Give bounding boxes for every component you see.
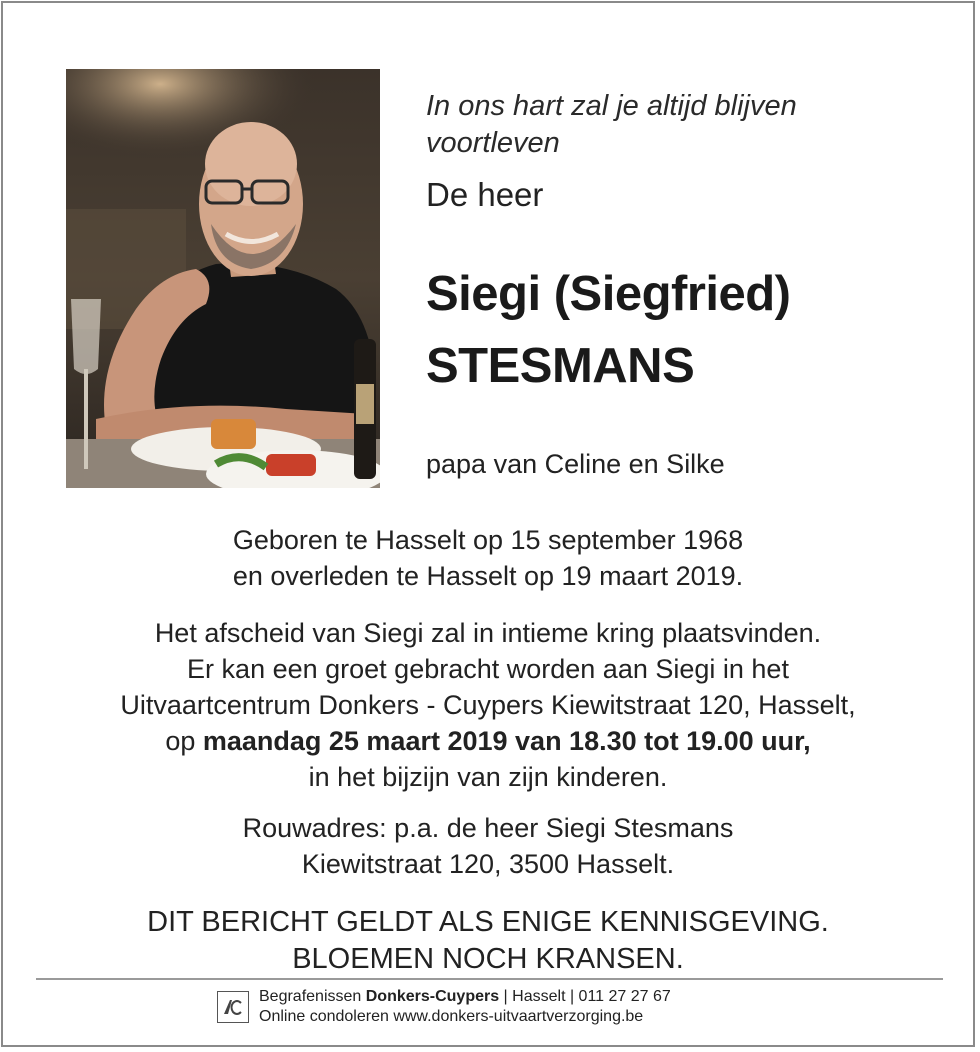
farewell-details — [0, 615, 976, 795]
dates-line: Geboren te Hasselt op 15 september 1968 — [232, 525, 744, 555]
address-line: Kiewitstraat 120, 3500 Hasselt. — [301, 849, 675, 879]
farewell-prefix: op — [165, 726, 203, 756]
footer-divider — [36, 978, 943, 980]
farewell-line: Het afscheid van Siegi zal in intieme kring plaatsvinden. — [154, 618, 822, 648]
deceased-name — [426, 258, 946, 402]
farewell-line: Er kan een groet gebracht worden aan Siegi in het — [187, 654, 789, 684]
footer-line — [259, 987, 671, 1007]
quote-line: In ons hart zal je altijd blijven — [426, 90, 797, 122]
footer — [217, 987, 671, 1027]
farewell-line — [0, 723, 976, 759]
footer-condolence-link[interactable]: Online condoleren www.donkers-uitvaartverzorging.be — [259, 1008, 644, 1025]
notice-statement — [0, 904, 976, 978]
dates-line: en overleden te Hasselt op 19 maart 2019. — [232, 561, 744, 591]
funeral-home-name: Donkers-Cuypers — [365, 988, 500, 1005]
title-prefix: De heer — [426, 176, 544, 213]
memorial-quote — [426, 88, 906, 162]
funeral-home-logo — [217, 991, 249, 1023]
quote-line: voortleven — [426, 127, 560, 159]
footer-prefix: Begrafenissen — [259, 988, 366, 1005]
funeral-home-logo-icon — [220, 994, 246, 1020]
address-line: Rouwadres: p.a. de heer Siegi Stesmans — [242, 813, 734, 843]
portrait-photo — [66, 69, 380, 488]
surname-line: STESMANS — [426, 339, 695, 393]
birth-death-dates — [0, 522, 976, 594]
notice-line: DIT BERICHT GELDT ALS ENIGE KENNISGEVING. — [147, 906, 829, 938]
family-relation: papa van Celine en Silke — [426, 449, 725, 479]
footer-contact: | Hasselt | 011 27 27 67 — [499, 988, 671, 1005]
notice-line: BLOEMEN NOCH KRANSEN. — [292, 943, 684, 975]
farewell-line: in het bijzijn van zijn kinderen. — [308, 762, 668, 792]
name-line: Siegi (Siegfried) — [426, 267, 791, 321]
footer-text — [259, 987, 671, 1027]
farewell-line: Uitvaartcentrum Donkers - Cuypers Kiewitstraat 120, Hasselt, — [120, 690, 856, 720]
farewell-date-time: maandag 25 maart 2019 van 18.30 tot 19.00 uur, — [202, 726, 811, 756]
mourning-address — [0, 810, 976, 882]
